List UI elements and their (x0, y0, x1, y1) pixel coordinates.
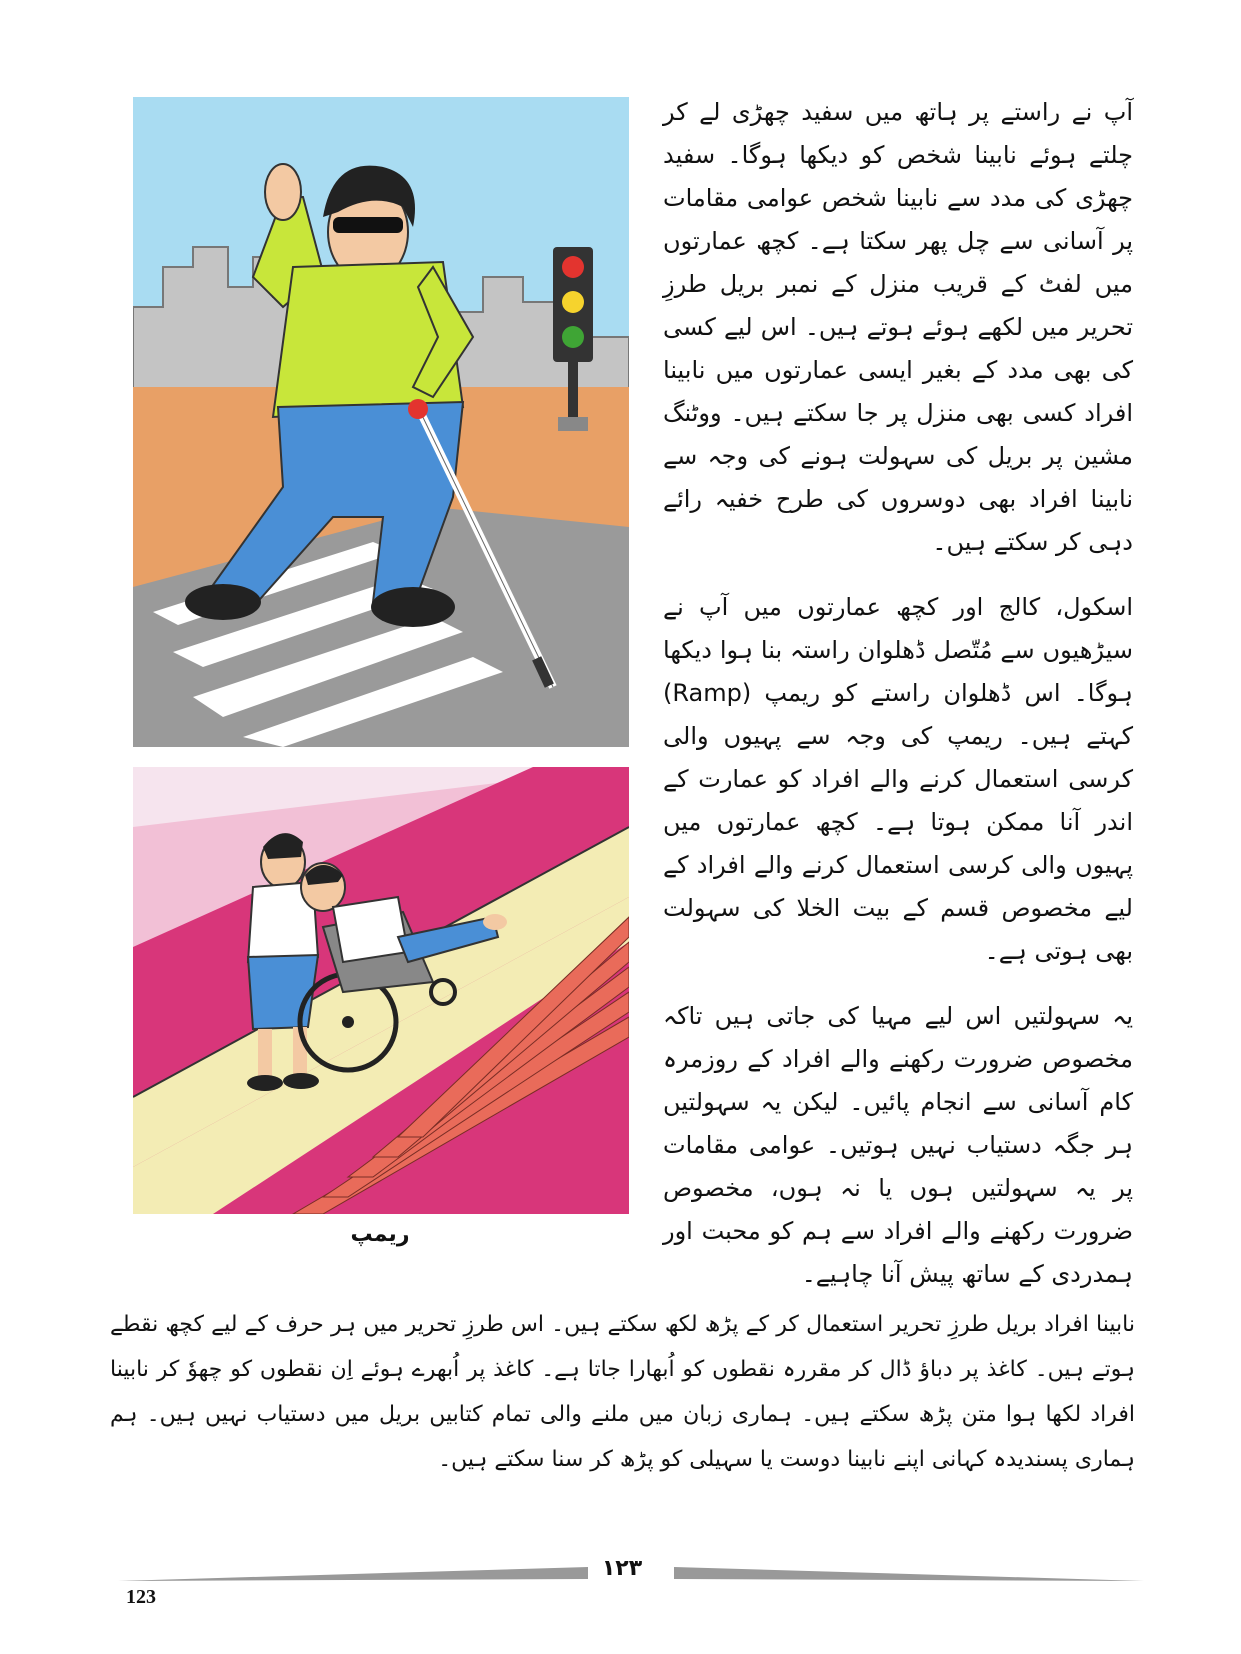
right-text-column (663, 91, 1133, 1318)
paragraph-facilities: یہ سہولتیں اس لیے مہیا کی جاتی ہیں تاکہ مخصوص ضرورت رکھنے والے افراد کے روزمرہ کام آسانی سے انجام پائیں۔ لیکن یہ سہولتیں ہر جگہ دستیاب نہیں ہوتیں۔ عوامی مقامات پر یہ سہولتیں ہوں یا نہ ہوں، مخصوص ضرورت رکھنے والے افراد سے ہم کو محبت اور ہمدردی کے ساتھ پیش آنا چاہیے۔ (663, 1002, 1133, 1288)
wheelchair-ramp-icon (133, 767, 629, 1214)
urdu-page-number: ۱۲۳ (590, 1556, 654, 1581)
paragraph-braille: نابینا افراد بریل طرزِ تحریر استعمال کر کے پڑھ لکھ سکتے ہیں۔ اس طرزِ تحریر میں ہر حرف کے لیے کچھ نقطے ہوتے ہیں۔ کاغذ پر دباؤ ڈال کر مقررہ نقطوں کو اُبھارا جاتا ہے۔ کاغذ پر اُبھرے ہوئے اِن نقطوں کو چھوٗ کر نابینا افراد لکھا ہوا متن پڑھ سکتے ہیں۔ ہماری زبان میں ملنے والی تمام کتابیں بریل میں دستیاب نہیں ہیں۔ ہم ہماری پسندیدہ کہانی اپنے نابینا دوست یا سہیلی کو پڑھ کر سنا سکتے ہیں۔ (110, 1312, 1135, 1472)
braille-paragraph (110, 1302, 1135, 1482)
paragraph-ramp: اسکول، کالج اور کچھ عمارتوں میں آپ نے سیڑھیوں سے مُتّصل ڈھلوان راستہ بنا ہوا دیکھا ہوگا۔ اس ڈھلوان راستے کو ریمپ (Ramp) کہتے ہیں۔ ریمپ کی وجہ سے پہیوں والی کرسی استعمال کرنے والے افراد کو عمارت کے اندر آنا ممکن ہوتا ہے۔ کچھ عمارتوں میں پہیوں والی کرسی استعمال کرنے والے افراد کے لیے مخصوص قسم کے بیت الخلا کی سہولت بھی ہوتی ہے۔ (663, 593, 1133, 965)
paragraph-white-cane: آپ نے راستے پر ہاتھ میں سفید چھڑی لے کر چلتے ہوئے نابینا شخص کو دیکھا ہوگا۔ سفید چھڑی کی مدد سے نابینا شخص عوامی مقامات پر آسانی سے چل پھر سکتا ہے۔ کچھ عمارتوں میں لفٹ کے قریب منزل کے نمبر بریل طرزِ تحریر میں لکھے ہوئے ہوتے ہیں۔ اس لیے کسی کی بھی مدد کے بغیر ایسی عمارتوں میں نابینا افراد کسی بھی منزل پر جا سکتے ہیں۔ ووٹنگ مشین پر بریل کی سہولت ہونے کی وجہ سے نابینا افراد بھی دوسروں کی طرح خفیہ رائے دہی کر سکتے ہیں۔ (663, 98, 1133, 556)
illustration-caption: ریمپ (350, 1222, 410, 1247)
page-number: 123 (126, 1586, 156, 1608)
blind-man-with-white-cane-icon (133, 97, 629, 747)
